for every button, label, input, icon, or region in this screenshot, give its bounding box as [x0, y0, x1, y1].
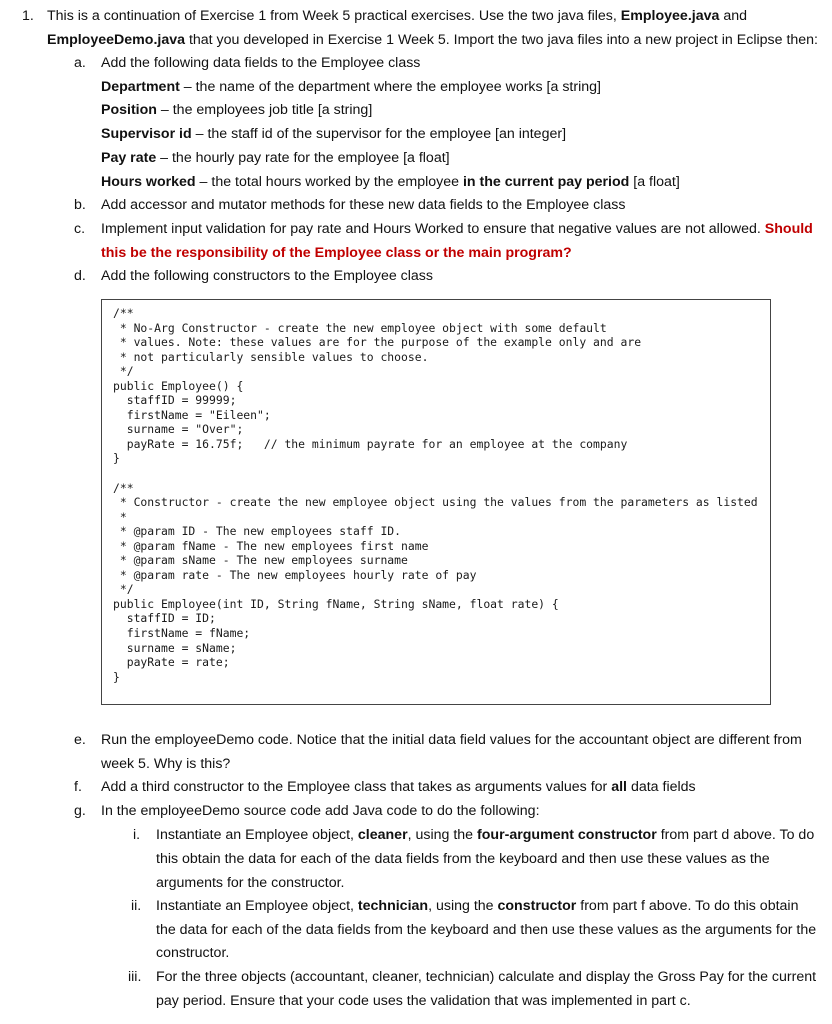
sub-iii-line-2: pay period. Ensure that your code uses the validation that was implemented in part c. [156, 993, 691, 1009]
code-line: surname = sName; [113, 640, 237, 655]
code-listing [113, 306, 758, 684]
code-listing-box [101, 299, 771, 705]
part-b-text: Add accessor and mutator methods for these new data fields to the Employee class [101, 197, 626, 213]
code-line: * @param ID - The new employees staff ID. [113, 524, 402, 539]
sub-ii-line-3: constructor. [156, 945, 230, 961]
part-c-line-2: this be the responsibility of the Employee class or the main program? [101, 245, 572, 261]
part-g-letter: g. [74, 803, 86, 819]
sub-ii-line-2: the data for each of the data fields from the keyboard and then use these values as the arguments for the [156, 922, 817, 938]
code-line: payRate = 16.75f; // the minimum payrate for an employee at the company [113, 436, 628, 451]
part-f-letter: f. [74, 779, 82, 795]
question-number: 1. [22, 8, 34, 24]
code-line: /** [113, 306, 134, 320]
part-a-letter: a. [74, 55, 86, 71]
code-line: /** [113, 480, 134, 495]
sub-i-numeral: i. [133, 827, 141, 843]
sub-i-line-3: arguments for the constructor. [156, 875, 345, 891]
code-line: firstName = fName; [113, 626, 251, 641]
code-line: * Constructor - create the new employee object using the values from the parameters as listed [113, 495, 758, 510]
code-line: firstName = "Eileen"; [113, 407, 271, 422]
code-line: staffID = ID; [113, 611, 216, 626]
code-line: * @param fName - The new employees first name [113, 538, 429, 553]
part-g-text: In the employeeDemo source code add Java code to do the following: [101, 803, 540, 819]
code-line: payRate = rate; [113, 655, 230, 670]
sub-ii-numeral: ii. [131, 898, 142, 914]
sub-ii-line-1: Instantiate an Employee object, technician, using the constructor from part f above. To do this obtain [156, 898, 799, 914]
code-line: surname = "Over"; [113, 422, 244, 437]
part-e-letter: e. [74, 732, 86, 748]
field-pay-rate: Pay rate – the hourly pay rate for the employee [a float] [101, 150, 450, 166]
code-line: public Employee(int ID, String fName, String sName, float rate) { [113, 596, 559, 611]
sub-iii-line-1: For the three objects (accountant, cleaner, technician) calculate and display the Gross Pay for the current [156, 969, 817, 985]
part-e-line-2: week 5. Why is this? [101, 756, 231, 772]
code-line: * [113, 509, 127, 524]
part-f-text: Add a third constructor to the Employee class that takes as arguments values for all data fields [101, 779, 696, 795]
part-c-line-1: Implement input validation for pay rate and Hours Worked to ensure that negative values are not allowed. Should [101, 221, 813, 237]
field-supervisor-id: Supervisor id – the staff id of the supervisor for the employee [an integer] [101, 126, 567, 142]
code-line: * No-Arg Constructor - create the new employee object with some default [113, 320, 607, 335]
part-e-line-1: Run the employeeDemo code. Notice that the initial data field values for the accountant object are different from [101, 732, 802, 748]
sub-i-line-2: this obtain the data for each of the data fields from the keyboard and then use these values as the [156, 851, 770, 867]
code-line: */ [113, 364, 134, 379]
code-line: * not particularly sensible values to choose. [113, 349, 429, 364]
code-line: * @param rate - The new employees hourly rate of pay [113, 567, 477, 582]
code-line [113, 466, 758, 481]
field-department: Department – the name of the department where the employee works [a string] [101, 79, 601, 95]
sub-i-line-1: Instantiate an Employee object, cleaner, using the four-argument constructor from part d above. To do [156, 827, 815, 843]
part-a-text: Add the following data fields to the Employee class [101, 55, 421, 71]
code-line: } [113, 451, 120, 466]
code-line: public Employee() { [113, 378, 244, 393]
sub-iii-numeral: iii. [128, 969, 142, 985]
code-line: staffID = 99999; [113, 393, 237, 408]
part-d-text: Add the following constructors to the Employee class [101, 268, 433, 284]
field-position: Position – the employees job title [a string] [101, 102, 373, 118]
code-line: * values. Note: these values are for the purpose of the example only and are [113, 335, 642, 350]
field-hours-worked: Hours worked – the total hours worked by the employee in the current pay period [a float] [101, 174, 680, 190]
part-b-letter: b. [74, 197, 86, 213]
code-line: } [113, 669, 120, 684]
part-d-letter: d. [74, 268, 86, 284]
intro-line-2: EmployeeDemo.java that you developed in Exercise 1 Week 5. Import the two java files into a new project in Eclipse then: [47, 32, 818, 48]
code-line: */ [113, 582, 134, 597]
intro-line-1: This is a continuation of Exercise 1 from Week 5 practical exercises. Use the two java files, Employee.java and [47, 8, 748, 24]
code-line: * @param sName - The new employees surname [113, 553, 408, 568]
part-c-letter: c. [74, 221, 86, 237]
